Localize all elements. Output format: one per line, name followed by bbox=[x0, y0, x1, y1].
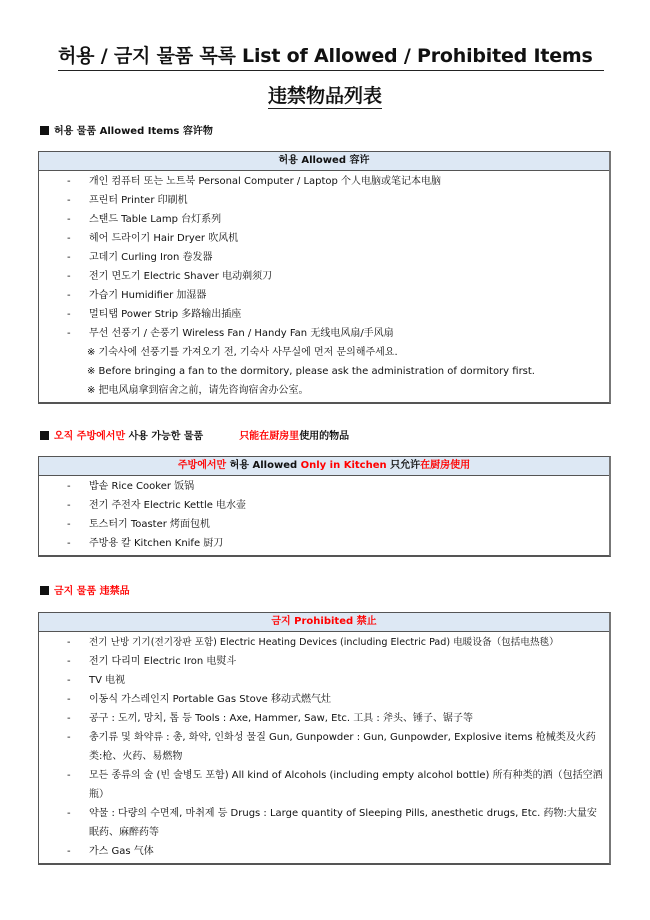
dash-bullet-icon: - bbox=[67, 328, 71, 339]
list-item bbox=[39, 477, 609, 496]
dash-bullet-icon: - bbox=[67, 233, 71, 244]
dash-bullet-icon: - bbox=[67, 846, 71, 857]
list-item bbox=[39, 671, 609, 690]
list-item bbox=[39, 267, 609, 286]
item-text: 밥솥 Rice Cooker 饭锅 bbox=[89, 481, 195, 492]
fan-note-chinese: ※ 把电风扇拿到宿舍之前，请先咨询宿舍办公室。 bbox=[87, 385, 309, 396]
list-item bbox=[39, 515, 609, 534]
item-text: 모든 종류의 술 (빈 술병도 포함) All kind of Alcohols (including empty alcohol bottle) 所有种类的酒（包括空酒瓶） bbox=[89, 770, 603, 800]
item-text: 주방용 칼 Kitchen Knife 厨刀 bbox=[89, 538, 224, 549]
list-item bbox=[39, 305, 609, 324]
item-text: 가스 Gas 气体 bbox=[89, 846, 154, 857]
item-text: 토스터기 Toaster 烤面包机 bbox=[89, 519, 211, 530]
section-kitchen-cn-red2: 厨房里 bbox=[269, 431, 300, 442]
item-text: 멀티탭 Power Strip 多路输出插座 bbox=[89, 309, 242, 320]
dash-bullet-icon: - bbox=[67, 252, 71, 263]
fan-note-korean: ※ 기숙사에 선풍기를 가져오기 전, 기숙사 사무실에 먼저 문의해주세요. bbox=[87, 347, 398, 358]
list-item bbox=[39, 286, 609, 305]
kitchen-table-header bbox=[39, 457, 609, 476]
kitchen-items-list bbox=[39, 476, 609, 555]
dash-bullet-icon: - bbox=[67, 538, 71, 549]
dash-bullet-icon: - bbox=[67, 290, 71, 301]
dash-bullet-icon: - bbox=[67, 656, 71, 667]
header-part: 허용 Allowed bbox=[226, 460, 301, 471]
item-text: 전기 주전자 Electric Kettle 电水壶 bbox=[89, 500, 247, 511]
list-item bbox=[39, 804, 609, 842]
item-text: TV 电视 bbox=[89, 675, 126, 686]
dash-bullet-icon: - bbox=[67, 694, 71, 705]
item-text: 스탠드 Table Lamp 台灯系列 bbox=[89, 214, 222, 225]
dash-bullet-icon: - bbox=[67, 808, 71, 819]
list-item bbox=[39, 324, 609, 343]
section-prohibited-text: 금지 물품 违禁品 bbox=[54, 586, 130, 597]
item-text: 총기류 및 화약류 : 총, 화약, 인화성 물질 Gun, Gunpowder : Gun, Gunpowder, Explosive items 枪械类及火药类:枪、火药、易燃物 bbox=[89, 732, 596, 762]
section-prohibited-label bbox=[40, 585, 130, 599]
item-text: 고데기 Curling Iron 卷发器 bbox=[89, 252, 213, 263]
prohibited-table bbox=[38, 612, 611, 865]
dash-bullet-icon: - bbox=[67, 195, 71, 206]
section-kitchen-label bbox=[40, 430, 349, 444]
dash-bullet-icon: - bbox=[67, 519, 71, 530]
prohibited-table-header: 금지 Prohibited 禁止 bbox=[39, 613, 609, 632]
dash-bullet-icon: - bbox=[67, 481, 71, 492]
item-text: 전기 난방 기기(전기장판 포함) Electric Heating Devices (including Electric Pad) 电暖设备（包括电热毯） bbox=[89, 637, 559, 648]
item-text: 전기 다리미 Electric Iron 电熨斗 bbox=[89, 656, 237, 667]
fan-note-english: ※ Before bringing a fan to the dormitory, please ask the administration of dormitory first. bbox=[87, 366, 535, 377]
item-text: 헤어 드라이기 Hair Dryer 吹风机 bbox=[89, 233, 239, 244]
kitchen-table bbox=[38, 456, 611, 557]
dash-bullet-icon: - bbox=[67, 500, 71, 511]
square-bullet-icon bbox=[40, 431, 49, 440]
list-item bbox=[39, 690, 609, 709]
dash-bullet-icon: - bbox=[67, 713, 71, 724]
list-item bbox=[39, 534, 609, 553]
dash-bullet-icon: - bbox=[67, 675, 71, 686]
item-text: 공구 : 도끼, 망치, 톱 등 Tools : Axe, Hammer, Saw, Etc. 工具 : 斧头、锤子、锯子等 bbox=[89, 713, 473, 724]
list-item bbox=[39, 248, 609, 267]
dash-bullet-icon: - bbox=[67, 214, 71, 225]
dash-bullet-icon: - bbox=[67, 309, 71, 320]
dash-bullet-icon: - bbox=[67, 271, 71, 282]
list-item bbox=[39, 766, 609, 804]
dash-bullet-icon: - bbox=[67, 770, 71, 781]
item-text: 가습기 Humidifier 加湿器 bbox=[89, 290, 207, 301]
list-item bbox=[39, 229, 609, 248]
dash-bullet-icon: - bbox=[67, 732, 71, 743]
square-bullet-icon bbox=[40, 586, 49, 595]
item-text: 개인 컴퓨터 또는 노트북 Personal Computer / Laptop 个人电脑或笔记本电脑 bbox=[89, 176, 442, 187]
section-kitchen-black: 사용 가능한 물품 bbox=[125, 431, 204, 442]
item-text: 무선 선풍기 / 손풍기 Wireless Fan / Handy Fan 无线电风扇/手风扇 bbox=[89, 328, 394, 339]
list-item bbox=[39, 191, 609, 210]
section-allowed-text: 허용 물품 Allowed Items 容许物 bbox=[54, 126, 213, 137]
item-text: 프린터 Printer 印刷机 bbox=[89, 195, 188, 206]
list-item bbox=[39, 842, 609, 861]
prohibited-items-list bbox=[39, 632, 609, 863]
list-item bbox=[39, 633, 609, 652]
item-text: 약물 : 다량의 수면제, 마취제 등 Drugs : Large quantity of Sleeping Pills, anesthetic drugs, Etc. 药物:大量安眠药、麻醉药等 bbox=[89, 808, 597, 838]
list-item bbox=[39, 709, 609, 728]
section-allowed-label bbox=[40, 125, 213, 139]
page-title: 허용 / 금지 물품 목록 List of Allowed / Prohibited Items bbox=[58, 44, 604, 71]
section-kitchen-cn-black: 使用的物品 bbox=[299, 431, 350, 442]
item-text: 전기 면도기 Electric Shaver 电动剃须刀 bbox=[89, 271, 273, 282]
dash-bullet-icon: - bbox=[67, 637, 71, 648]
dash-bullet-icon: - bbox=[67, 176, 71, 187]
list-item bbox=[39, 172, 609, 191]
page-subtitle bbox=[0, 84, 650, 108]
square-bullet-icon bbox=[40, 126, 49, 135]
list-item bbox=[39, 496, 609, 515]
list-item bbox=[39, 210, 609, 229]
section-kitchen-cn-red1: 只能在 bbox=[239, 431, 270, 442]
header-part: 在厨房使用 bbox=[420, 460, 471, 471]
header-part: 주방에서만 bbox=[177, 460, 227, 471]
section-kitchen-red: 오직 주방에서만 bbox=[54, 431, 126, 442]
header-part: 只允许 bbox=[386, 460, 421, 471]
list-item bbox=[39, 728, 609, 766]
allowed-table bbox=[38, 151, 611, 404]
item-text: 이동식 가스레인지 Portable Gas Stove 移动式燃气灶 bbox=[89, 694, 331, 705]
list-item bbox=[39, 652, 609, 671]
page-subtitle-text: 违禁物品列表 bbox=[267, 85, 382, 107]
allowed-items-list bbox=[39, 171, 609, 402]
allowed-table-header: 허용 Allowed 容许 bbox=[39, 152, 609, 171]
header-part: Only in Kitchen bbox=[300, 460, 387, 471]
